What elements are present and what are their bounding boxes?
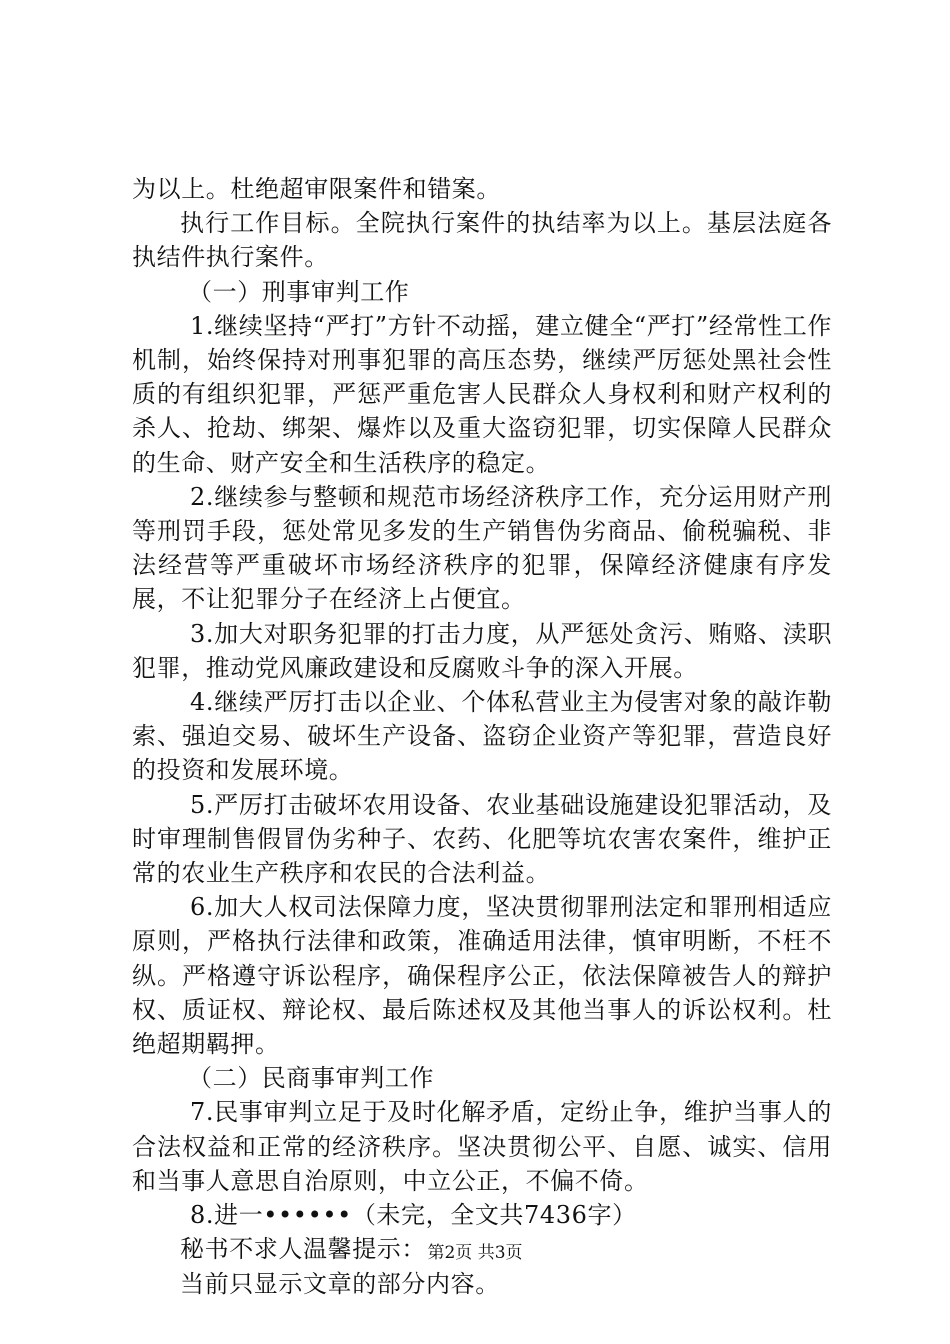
paragraph-continuation: 为以上。杜绝超审限案件和错案。 bbox=[132, 175, 501, 203]
paragraph-item-3: 3.加大对职务犯罪的打击力度，从严惩处贪污、贿赂、渎职犯罪，推动党风廉政建设和反腐败斗争的深入开展。 bbox=[132, 619, 832, 682]
paragraph-item-6: 6.加大人权司法保障力度，坚决贯彻罪刑法定和罪刑相适应原则，严格执行法律和政策，准确适用法律，慎审明断，不枉不纵。严格遵守诉讼程序，确保程序公正，依法保障被告人的辩护权、质证权、辩论权、最后陈述权及其他当事人的诉讼权利。杜绝超期羁押。 bbox=[132, 893, 832, 1059]
paragraph-execution-goal: 执行工作目标。全院执行案件的执结率为以上。基层法庭各执结件执行案件。 bbox=[132, 209, 832, 272]
paragraph-item-7: 7.民事审判立足于及时化解矛盾，定纷止争，维护当事人的合法权益和正常的经济秩序。坚决贯彻公平、自愿、诚实、信用和当事人意思自治原则，中立公正，不偏不倚。 bbox=[132, 1098, 832, 1195]
section-heading-criminal: （一）刑事审判工作 bbox=[188, 277, 410, 306]
paragraph-item-4: 4.继续严厉打击以企业、个体私营业主为侵害对象的敲诈勒索、强迫交易、破坏生产设备、盗窃企业资产等犯罪，营造良好的投资和发展环境。 bbox=[132, 688, 832, 785]
section-heading-civil: （二）民商事审判工作 bbox=[188, 1064, 434, 1093]
paragraph-item-2: 2.继续参与整顿和规范市场经济秩序工作，充分运用财产刑等刑罚手段，惩处常见多发的生产销售伪劣商品、偷税骗税、非法经营等严重破坏市场经济秩序的犯罪，保障经济健康有序发展，不让犯罪分子在经济上占便宜。 bbox=[132, 482, 832, 614]
paragraph-item-5: 5.严厉打击破坏农用设备、农业基础设施建设犯罪活动，及时审理制售假冒伪劣种子、农药、化肥等坑农害农案件，维护正常的农业生产秩序和农民的合法利益。 bbox=[132, 790, 832, 888]
paragraph-item-8-truncated: 8.进一••••••（未完，全文共7436字） bbox=[190, 1201, 637, 1230]
notice-text: 当前只显示文章的部分内容。 bbox=[180, 1269, 500, 1298]
page-footer: 第2页 共3页 bbox=[427, 1243, 523, 1263]
paragraph-item-1: 1.继续坚持“严打”方针不动摇，建立健全“严打”经常性工作机制，始终保持对刑事犯罪的高压态势，继续严厉惩处黑社会性质的有组织犯罪，严惩严重危害人民群众人身权利和财产权利的杀人、抢劫、绑架、爆炸以及重大盗窃犯罪，切实保障人民群众的生命、财产安全和生活秩序的稳定。 bbox=[132, 311, 832, 477]
document-body bbox=[132, 172, 832, 1301]
notice-title: 秘书不求人温馨提示： bbox=[180, 1235, 426, 1264]
